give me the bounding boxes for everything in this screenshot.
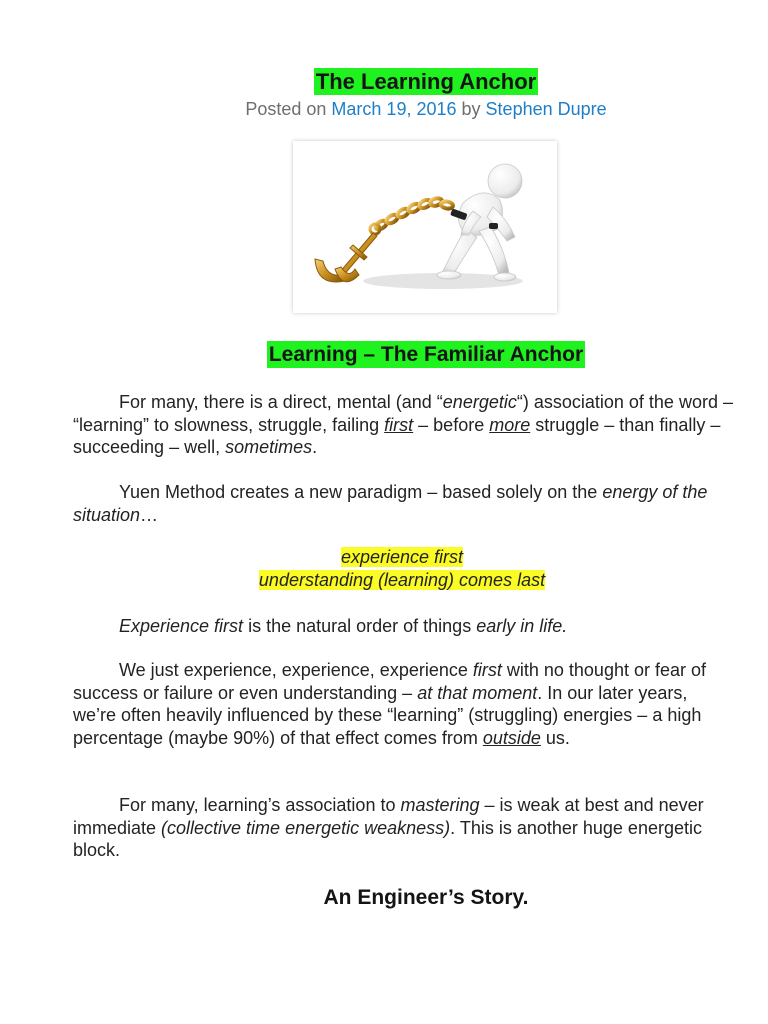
highlight-line-2 [0, 569, 768, 592]
post-title: The Learning Anchor [315, 69, 537, 94]
p1-text-4: struggle – than finally – succeeding – well, [73, 414, 721, 457]
p3-emph-2: early in life. [476, 616, 568, 636]
p1-underline-2: more [489, 414, 531, 435]
p4-text-3: . In our later years, we’re often heavily influenced by these “learning” (struggling) energies – a high percentage (maybe 90%) of that effect comes from [73, 682, 702, 748]
paragraph-2 [73, 481, 733, 526]
paragraph-4 [73, 659, 733, 749]
post-date-link[interactable]: March 19, 2016 [331, 99, 457, 119]
p1-text-1: For many, there is a direct, mental (and “ [119, 392, 443, 412]
p4-emph-2: at that moment [417, 682, 538, 703]
p3-emph-1: Experience first [119, 616, 244, 636]
p2-text-2: … [140, 504, 159, 525]
p3-text-1: is the natural order of things [243, 616, 477, 636]
p1-underline-1: first [384, 414, 414, 435]
p4-text-2: with no thought or fear of success or failure or even understanding – [73, 660, 707, 703]
section-heading-wrap [0, 341, 768, 368]
paragraph-5 [73, 794, 733, 862]
paragraph-1 [73, 391, 733, 459]
section-heading: Learning – The Familiar Anchor [268, 343, 584, 366]
p5-text-3: . This is another huge energetic block. [73, 817, 702, 860]
highlight-line-1 [0, 546, 768, 569]
highlight-text-1: experience first [340, 547, 464, 567]
p2-emph-1: energy of the situation [73, 482, 708, 525]
author-link[interactable]: Stephen Dupre [485, 99, 607, 119]
p5-emph-2: (collective time energetic weakness) [161, 817, 451, 838]
p4-emph-1: first [472, 660, 502, 680]
p1-text-3: – before [413, 414, 490, 435]
p5-text-2: – is weak at best and never immediate [73, 795, 704, 838]
p4-text-1: We just experience, experience, experience [119, 660, 473, 680]
paragraph-3 [73, 615, 733, 638]
byline-prefix: Posted on [245, 99, 327, 119]
p5-emph-1: mastering [400, 795, 480, 815]
byline-by: by [461, 99, 481, 119]
post-title-wrap [0, 68, 768, 95]
p2-text-1: Yuen Method creates a new paradigm – based solely on the [119, 482, 603, 502]
anchor-figure-icon [293, 141, 557, 313]
p1-text-2: “) association of the word – “learning” to slowness, struggle, failing [73, 392, 733, 435]
p1-emph-2: sometimes [225, 437, 313, 457]
p1-emph-1: energetic [442, 392, 517, 412]
highlight-text-2: understanding (learning) comes last [258, 570, 546, 590]
p4-underline-1: outside [482, 727, 541, 748]
p4-text-4: us. [540, 727, 570, 748]
post-image [293, 141, 557, 313]
p1-text-5: . [312, 437, 318, 457]
p5-text-1: For many, learning’s association to [119, 795, 401, 815]
story-heading: An Engineer’s Story. [323, 886, 529, 909]
post-byline [0, 97, 768, 121]
